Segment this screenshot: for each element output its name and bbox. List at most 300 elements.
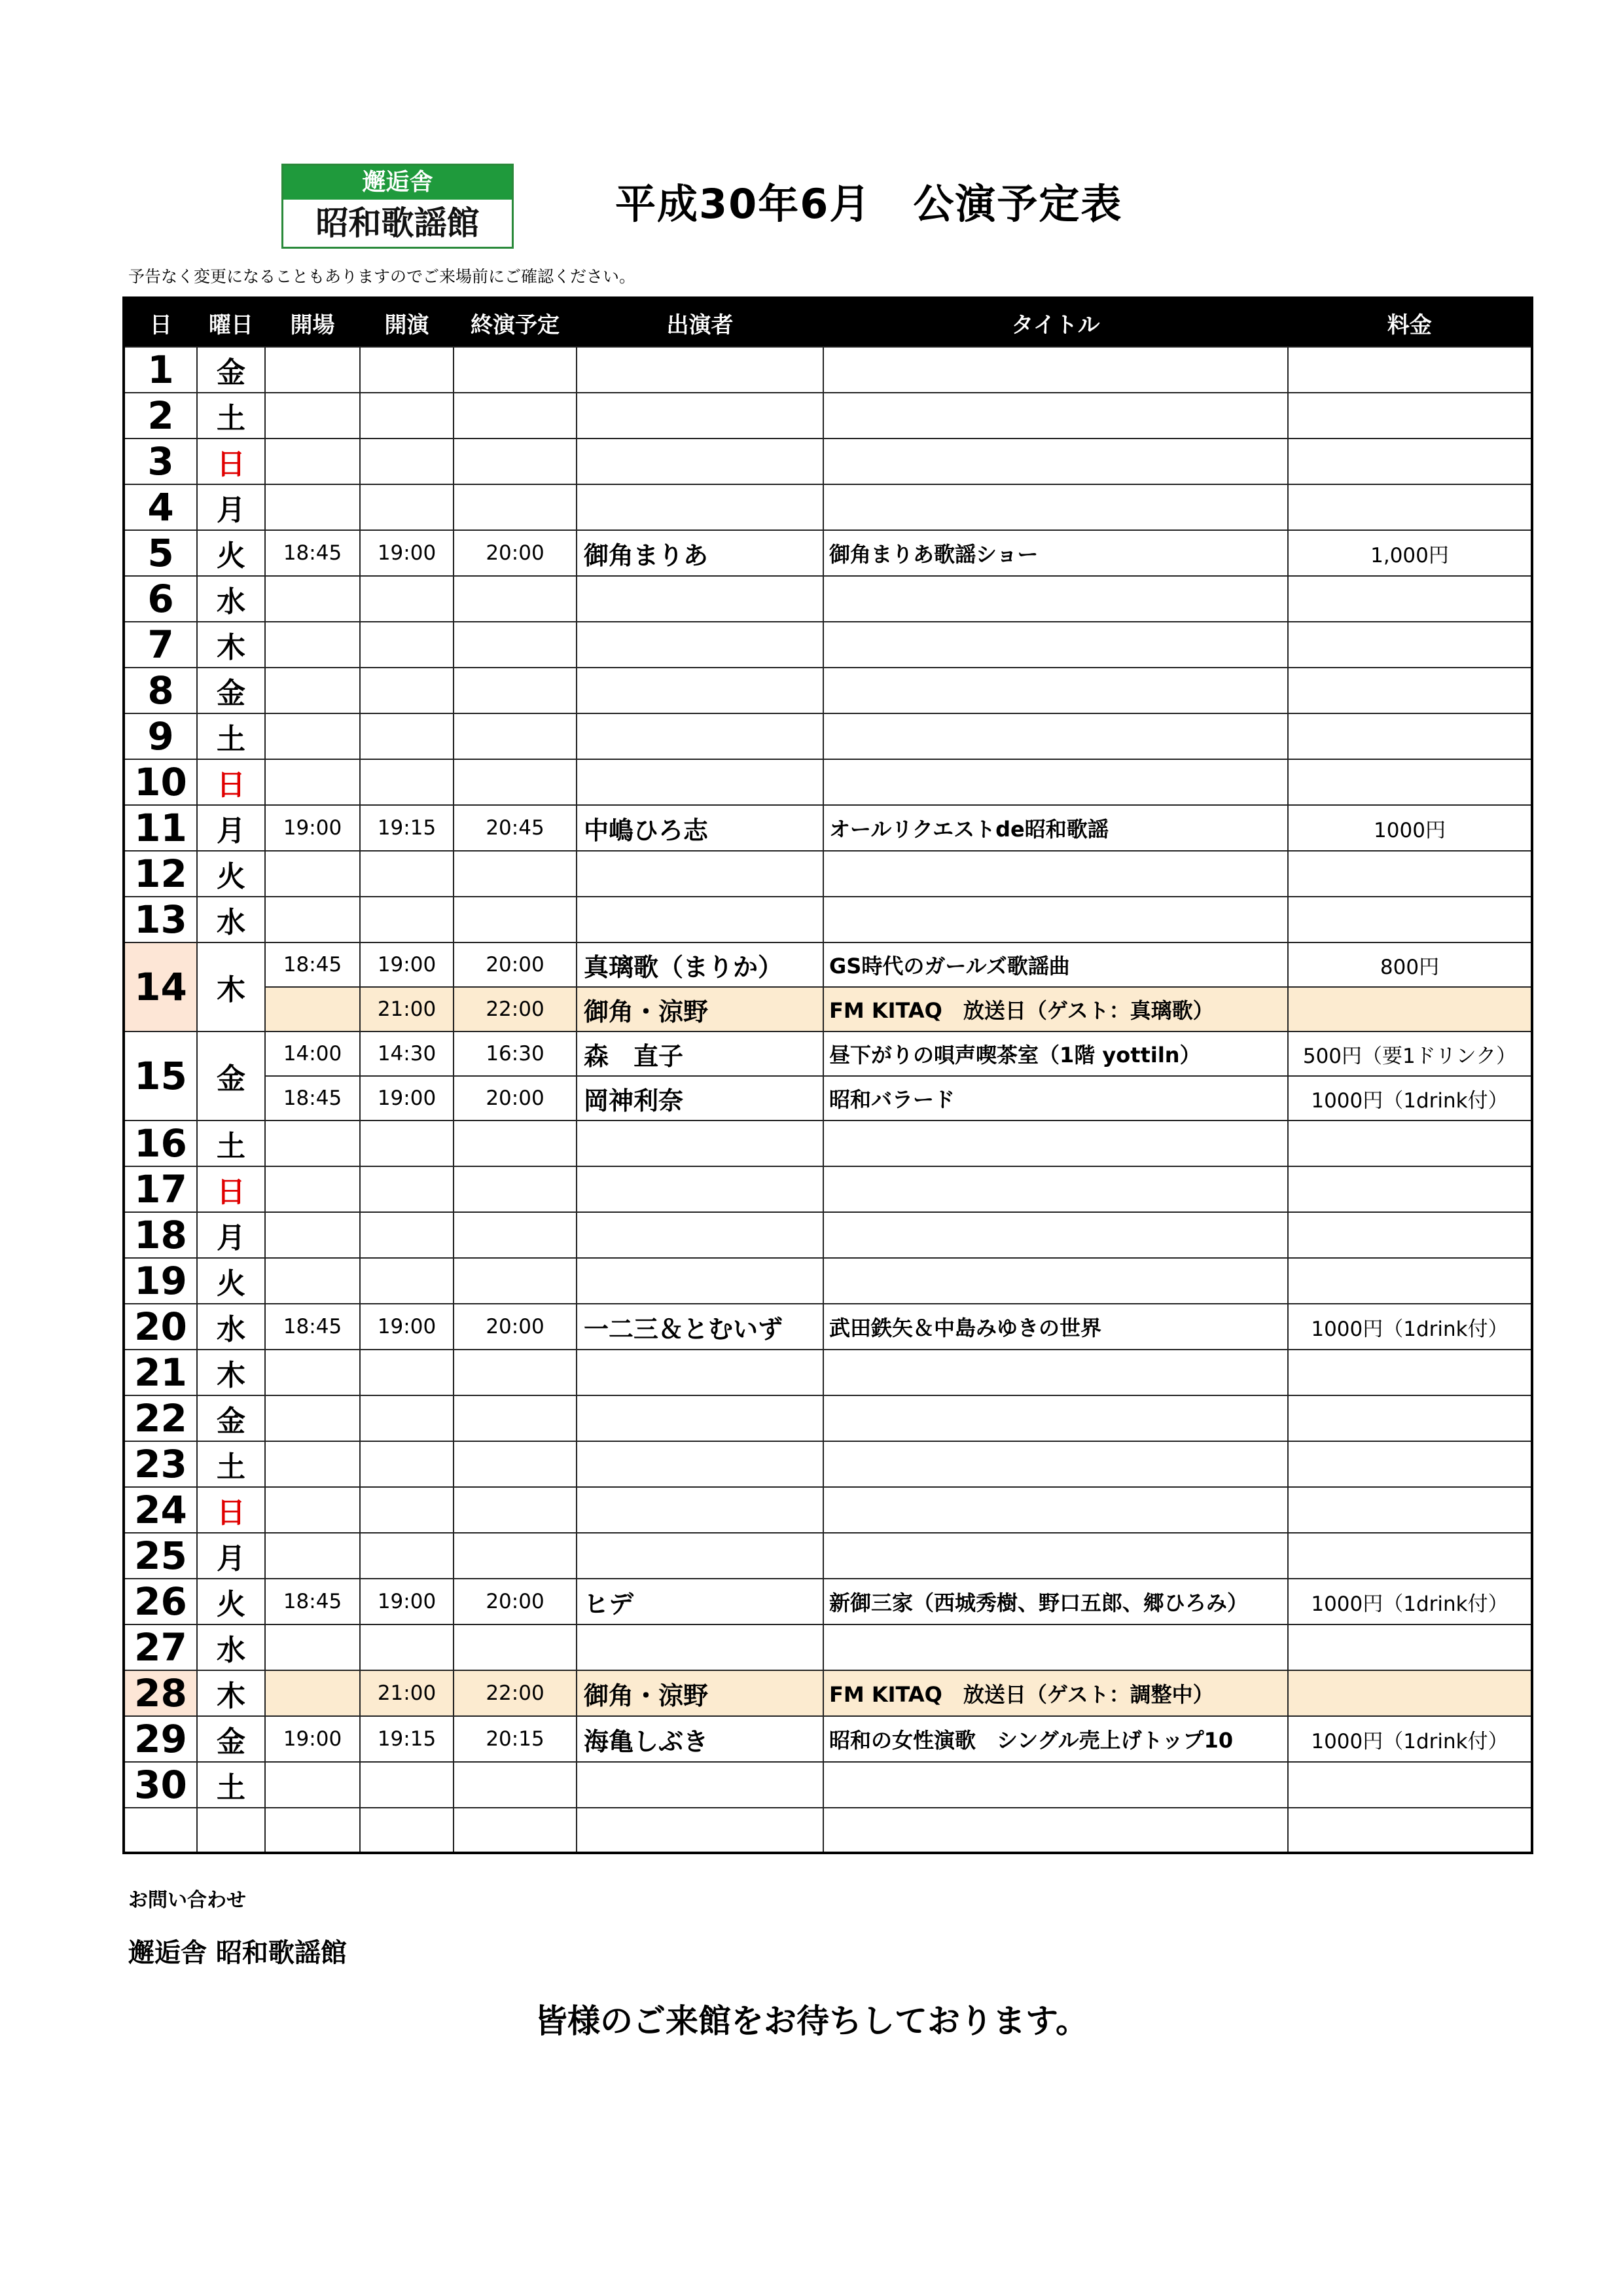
start-time-cell: 19:15: [360, 805, 454, 851]
open-time-cell: [265, 1350, 360, 1395]
weekday-cell: 月: [197, 1212, 265, 1258]
table-row: [124, 1350, 1532, 1395]
end-time-cell: [454, 1166, 577, 1212]
table-row: [124, 851, 1532, 897]
fee-cell: 500円（要1ドリンク）: [1288, 1031, 1532, 1076]
performer-cell: [577, 1624, 823, 1670]
weekday-cell: 水: [197, 1624, 265, 1670]
start-time-cell: [360, 668, 454, 713]
start-time-cell: [360, 347, 454, 393]
start-time-cell: [360, 1487, 454, 1533]
weekday-cell: 金: [197, 347, 265, 393]
table-row: [124, 1441, 1532, 1487]
performer-cell: [577, 393, 823, 439]
header-doors-open: 開場: [265, 298, 360, 347]
fee-cell: [1288, 1533, 1532, 1579]
day-number-cell: 1: [124, 347, 197, 393]
open-time-cell: [265, 1166, 360, 1212]
start-time-cell: [360, 576, 454, 622]
start-time-cell: [360, 713, 454, 759]
weekday-cell: 木: [197, 1350, 265, 1395]
day-number-cell: 3: [124, 439, 197, 484]
open-time-cell: [265, 1258, 360, 1304]
start-time-cell: [360, 1258, 454, 1304]
open-time-cell: [265, 1670, 360, 1716]
weekday-cell: 月: [197, 805, 265, 851]
end-time-cell: 20:00: [454, 1076, 577, 1121]
end-time-cell: [454, 576, 577, 622]
event-title-cell: [823, 1212, 1288, 1258]
open-time-cell: [265, 576, 360, 622]
start-time-cell: [360, 622, 454, 668]
day-number-cell: 8: [124, 668, 197, 713]
table-row: [124, 393, 1532, 439]
start-time-cell: [360, 393, 454, 439]
performer-cell: [577, 622, 823, 668]
fee-cell: [1288, 1624, 1532, 1670]
open-time-cell: [265, 393, 360, 439]
start-time-cell: 19:00: [360, 942, 454, 987]
start-time-cell: [360, 1166, 454, 1212]
open-time-cell: [265, 1441, 360, 1487]
performer-cell: [577, 759, 823, 805]
notice-text: 予告なく変更になることもありますのでご来場前にご確認ください。: [128, 267, 636, 286]
day-number-cell: 11: [124, 805, 197, 851]
fee-cell: 1,000円: [1288, 530, 1532, 576]
performer-cell: 岡神利奈: [577, 1076, 823, 1121]
table-row: [124, 1808, 1532, 1853]
start-time-cell: [360, 759, 454, 805]
day-number-cell: 15: [124, 1031, 197, 1121]
performer-cell: [577, 347, 823, 393]
day-number-cell: 5: [124, 530, 197, 576]
start-time-cell: 21:00: [360, 987, 454, 1031]
table-row: [124, 1212, 1532, 1258]
event-title-cell: [823, 622, 1288, 668]
fee-cell: [1288, 1212, 1532, 1258]
fee-cell: [1288, 897, 1532, 942]
weekday-cell: 木: [197, 1670, 265, 1716]
weekday-cell: 火: [197, 851, 265, 897]
event-title-cell: オールリクエストde昭和歌謡: [823, 805, 1288, 851]
start-time-cell: [360, 1350, 454, 1395]
day-number-cell: 14: [124, 942, 197, 1031]
header-day: 日: [124, 298, 197, 347]
weekday-cell: 水: [197, 897, 265, 942]
end-time-cell: [454, 347, 577, 393]
day-number-cell: 28: [124, 1670, 197, 1716]
table-row: [124, 668, 1532, 713]
day-number-cell: 19: [124, 1258, 197, 1304]
table-row: [124, 713, 1532, 759]
event-title-cell: [823, 1808, 1288, 1853]
event-title-cell: [823, 1624, 1288, 1670]
weekday-cell: 火: [197, 1579, 265, 1624]
performer-cell: [577, 1395, 823, 1441]
day-number-cell: 17: [124, 1166, 197, 1212]
end-time-cell: [454, 1808, 577, 1853]
open-time-cell: 18:45: [265, 1579, 360, 1624]
weekday-cell: 金: [197, 1395, 265, 1441]
event-title-cell: [823, 851, 1288, 897]
day-number-cell: 12: [124, 851, 197, 897]
performer-cell: ヒデ: [577, 1579, 823, 1624]
event-title-cell: [823, 1487, 1288, 1533]
event-title-cell: [823, 668, 1288, 713]
day-number-cell: 26: [124, 1579, 197, 1624]
start-time-cell: [360, 897, 454, 942]
header-start: 開演: [360, 298, 454, 347]
table-row: [124, 530, 1532, 576]
performer-cell: [577, 897, 823, 942]
end-time-cell: 20:00: [454, 1304, 577, 1350]
open-time-cell: 18:45: [265, 1304, 360, 1350]
open-time-cell: [265, 1121, 360, 1166]
performer-cell: [577, 1121, 823, 1166]
open-time-cell: [265, 1808, 360, 1853]
schedule-table: [122, 296, 1533, 1854]
end-time-cell: 20:00: [454, 1579, 577, 1624]
day-number-cell: 29: [124, 1716, 197, 1762]
open-time-cell: 18:45: [265, 942, 360, 987]
fee-cell: [1288, 1487, 1532, 1533]
table-row: [124, 1031, 1532, 1076]
open-time-cell: 19:00: [265, 805, 360, 851]
weekday-cell: 日: [197, 439, 265, 484]
event-title-cell: 武田鉄矢＆中島みゆきの世界: [823, 1304, 1288, 1350]
table-row: [124, 1304, 1532, 1350]
performer-cell: [577, 484, 823, 530]
open-time-cell: [265, 668, 360, 713]
start-time-cell: [360, 1441, 454, 1487]
weekday-cell: 土: [197, 1121, 265, 1166]
end-time-cell: 20:45: [454, 805, 577, 851]
day-number-cell: 20: [124, 1304, 197, 1350]
event-title-cell: FM KITAQ 放送日（ゲスト：真璃歌）: [823, 987, 1288, 1031]
table-row: [124, 942, 1532, 987]
end-time-cell: [454, 1258, 577, 1304]
open-time-cell: [265, 987, 360, 1031]
table-row: [124, 1670, 1532, 1716]
performer-cell: [577, 439, 823, 484]
weekday-cell: 月: [197, 1533, 265, 1579]
table-row: [124, 347, 1532, 393]
open-time-cell: [265, 347, 360, 393]
performer-cell: [577, 1808, 823, 1853]
performer-cell: [577, 851, 823, 897]
event-title-cell: [823, 393, 1288, 439]
header-performer: 出演者: [577, 298, 823, 347]
start-time-cell: [360, 439, 454, 484]
weekday-cell: 日: [197, 1487, 265, 1533]
event-title-cell: [823, 484, 1288, 530]
end-time-cell: [454, 668, 577, 713]
schedule-body: [124, 347, 1532, 1853]
performer-cell: 森 直子: [577, 1031, 823, 1076]
fee-cell: [1288, 1166, 1532, 1212]
table-row: [124, 1579, 1532, 1624]
fee-cell: 1000円（1drink付）: [1288, 1304, 1532, 1350]
weekday-cell: 金: [197, 668, 265, 713]
end-time-cell: [454, 1212, 577, 1258]
start-time-cell: 21:00: [360, 1670, 454, 1716]
performer-cell: [577, 1166, 823, 1212]
day-number-cell: 21: [124, 1350, 197, 1395]
header-title: タイトル: [823, 298, 1288, 347]
open-time-cell: [265, 1762, 360, 1808]
table-row: [124, 1624, 1532, 1670]
weekday-cell: 金: [197, 1031, 265, 1121]
event-title-cell: [823, 347, 1288, 393]
header-fee: 料金: [1288, 298, 1532, 347]
start-time-cell: [360, 1395, 454, 1441]
performer-cell: [577, 713, 823, 759]
end-time-cell: [454, 759, 577, 805]
end-time-cell: [454, 1350, 577, 1395]
start-time-cell: 14:30: [360, 1031, 454, 1076]
event-title-cell: [823, 1350, 1288, 1395]
table-row: [124, 1716, 1532, 1762]
table-row: [124, 622, 1532, 668]
weekday-cell: 木: [197, 622, 265, 668]
table-row: [124, 759, 1532, 805]
weekday-cell: 土: [197, 393, 265, 439]
weekday-cell: 木: [197, 942, 265, 1031]
end-time-cell: [454, 897, 577, 942]
performer-cell: [577, 1212, 823, 1258]
event-title-cell: [823, 1121, 1288, 1166]
fee-cell: [1288, 713, 1532, 759]
table-row: [124, 1395, 1532, 1441]
day-number-cell: 25: [124, 1533, 197, 1579]
header-weekday: 曜日: [197, 298, 265, 347]
event-title-cell: 昭和の女性演歌 シングル売上げトップ10: [823, 1716, 1288, 1762]
event-title-cell: [823, 1395, 1288, 1441]
day-number-cell: 4: [124, 484, 197, 530]
start-time-cell: [360, 1762, 454, 1808]
start-time-cell: [360, 1808, 454, 1853]
weekday-cell: 水: [197, 1304, 265, 1350]
event-title-cell: [823, 713, 1288, 759]
welcome-message: 皆様のご来館をお待ちしております。: [535, 2002, 1088, 2040]
open-time-cell: [265, 1212, 360, 1258]
fee-cell: [1288, 1670, 1532, 1716]
weekday-cell: 土: [197, 1762, 265, 1808]
start-time-cell: [360, 1533, 454, 1579]
end-time-cell: [454, 393, 577, 439]
event-title-cell: 御角まりあ歌謡ショー: [823, 530, 1288, 576]
end-time-cell: [454, 1487, 577, 1533]
end-time-cell: [454, 1395, 577, 1441]
header-end: 終演予定: [454, 298, 577, 347]
performer-cell: 御角まりあ: [577, 530, 823, 576]
open-time-cell: [265, 759, 360, 805]
performer-cell: [577, 1258, 823, 1304]
start-time-cell: [360, 1121, 454, 1166]
event-title-cell: 昭和バラード: [823, 1076, 1288, 1121]
fee-cell: 800円: [1288, 942, 1532, 987]
fee-cell: 1000円（1drink付）: [1288, 1579, 1532, 1624]
table-row: [124, 1076, 1532, 1121]
performer-cell: [577, 1533, 823, 1579]
event-title-cell: 新御三家（西城秀樹、野口五郎、郷ひろみ）: [823, 1579, 1288, 1624]
end-time-cell: [454, 1533, 577, 1579]
performer-cell: 真璃歌（まりか）: [577, 942, 823, 987]
table-row: [124, 1762, 1532, 1808]
day-number-cell: 30: [124, 1762, 197, 1808]
open-time-cell: [265, 897, 360, 942]
day-number-cell: 18: [124, 1212, 197, 1258]
start-time-cell: [360, 851, 454, 897]
event-title-cell: [823, 1258, 1288, 1304]
day-number-cell: 6: [124, 576, 197, 622]
fee-cell: [1288, 1121, 1532, 1166]
day-number-cell: 10: [124, 759, 197, 805]
event-title-cell: 昼下がりの唄声喫茶室（1階 yottiln）: [823, 1031, 1288, 1076]
page-title: 平成30年6月 公演予定表: [615, 180, 1123, 228]
event-title-cell: [823, 439, 1288, 484]
weekday-cell: 金: [197, 1716, 265, 1762]
weekday-cell: 日: [197, 1166, 265, 1212]
fee-cell: 1000円: [1288, 805, 1532, 851]
fee-cell: [1288, 1350, 1532, 1395]
performer-cell: 一二三＆とむいず: [577, 1304, 823, 1350]
table-row: [124, 484, 1532, 530]
end-time-cell: 22:00: [454, 1670, 577, 1716]
open-time-cell: [265, 622, 360, 668]
day-number-cell: 24: [124, 1487, 197, 1533]
event-title-cell: GS時代のガールズ歌謡曲: [823, 942, 1288, 987]
weekday-cell: 日: [197, 759, 265, 805]
end-time-cell: 20:00: [454, 942, 577, 987]
table-row: [124, 576, 1532, 622]
event-title-cell: [823, 1533, 1288, 1579]
fee-cell: [1288, 622, 1532, 668]
end-time-cell: [454, 439, 577, 484]
table-row: [124, 1487, 1532, 1533]
day-number-cell: 13: [124, 897, 197, 942]
performer-cell: [577, 576, 823, 622]
event-title-cell: [823, 1441, 1288, 1487]
end-time-cell: [454, 1441, 577, 1487]
performer-cell: [577, 1762, 823, 1808]
day-number-cell: 23: [124, 1441, 197, 1487]
performer-cell: [577, 1441, 823, 1487]
open-time-cell: [265, 484, 360, 530]
event-title-cell: [823, 897, 1288, 942]
performer-cell: 中嶋ひろ志: [577, 805, 823, 851]
day-number-cell: 16: [124, 1121, 197, 1166]
day-number-cell: 9: [124, 713, 197, 759]
event-title-cell: [823, 1166, 1288, 1212]
weekday-cell: [197, 1808, 265, 1853]
end-time-cell: 16:30: [454, 1031, 577, 1076]
day-number-cell: 27: [124, 1624, 197, 1670]
fee-cell: [1288, 576, 1532, 622]
weekday-cell: 土: [197, 1441, 265, 1487]
day-number-cell: 22: [124, 1395, 197, 1441]
fee-cell: [1288, 1258, 1532, 1304]
start-time-cell: 19:00: [360, 1304, 454, 1350]
contact-label: お問い合わせ: [128, 1889, 246, 1912]
weekday-cell: 水: [197, 576, 265, 622]
open-time-cell: [265, 851, 360, 897]
performer-cell: 海亀しぶき: [577, 1716, 823, 1762]
fee-cell: [1288, 484, 1532, 530]
end-time-cell: [454, 1762, 577, 1808]
weekday-cell: 火: [197, 1258, 265, 1304]
open-time-cell: [265, 1624, 360, 1670]
performer-cell: [577, 1350, 823, 1395]
performer-cell: 御角・涼野: [577, 987, 823, 1031]
event-title-cell: [823, 759, 1288, 805]
fee-cell: [1288, 347, 1532, 393]
event-title-cell: [823, 576, 1288, 622]
open-time-cell: [265, 1395, 360, 1441]
venue-logo: [281, 164, 514, 249]
end-time-cell: 22:00: [454, 987, 577, 1031]
open-time-cell: 19:00: [265, 1716, 360, 1762]
table-row: [124, 1533, 1532, 1579]
start-time-cell: 19:00: [360, 1579, 454, 1624]
open-time-cell: 18:45: [265, 1076, 360, 1121]
logo-top-text: 邂逅舎: [283, 166, 512, 200]
table-row: [124, 897, 1532, 942]
start-time-cell: [360, 484, 454, 530]
table-row: [124, 805, 1532, 851]
start-time-cell: 19:00: [360, 530, 454, 576]
venue-name: 邂逅舎 昭和歌謡館: [128, 1938, 347, 1968]
performer-cell: [577, 668, 823, 713]
fee-cell: [1288, 439, 1532, 484]
start-time-cell: [360, 1212, 454, 1258]
end-time-cell: [454, 622, 577, 668]
start-time-cell: [360, 1624, 454, 1670]
table-row: [124, 1121, 1532, 1166]
fee-cell: 1000円（1drink付）: [1288, 1076, 1532, 1121]
fee-cell: [1288, 1808, 1532, 1853]
table-row: [124, 987, 1532, 1031]
end-time-cell: 20:15: [454, 1716, 577, 1762]
open-time-cell: [265, 439, 360, 484]
open-time-cell: [265, 1533, 360, 1579]
start-time-cell: 19:00: [360, 1076, 454, 1121]
performer-cell: 御角・涼野: [577, 1670, 823, 1716]
fee-cell: [1288, 1441, 1532, 1487]
end-time-cell: [454, 851, 577, 897]
end-time-cell: [454, 1624, 577, 1670]
start-time-cell: 19:15: [360, 1716, 454, 1762]
table-row: [124, 1166, 1532, 1212]
day-number-cell: [124, 1808, 197, 1853]
open-time-cell: 14:00: [265, 1031, 360, 1076]
end-time-cell: [454, 484, 577, 530]
fee-cell: [1288, 1762, 1532, 1808]
fee-cell: [1288, 1395, 1532, 1441]
day-number-cell: 2: [124, 393, 197, 439]
fee-cell: [1288, 987, 1532, 1031]
table-row: [124, 439, 1532, 484]
end-time-cell: 20:00: [454, 530, 577, 576]
end-time-cell: [454, 1121, 577, 1166]
performer-cell: [577, 1487, 823, 1533]
table-row: [124, 1258, 1532, 1304]
fee-cell: [1288, 759, 1532, 805]
weekday-cell: 月: [197, 484, 265, 530]
fee-cell: 1000円（1drink付）: [1288, 1716, 1532, 1762]
end-time-cell: [454, 713, 577, 759]
event-title-cell: FM KITAQ 放送日（ゲスト：調整中）: [823, 1670, 1288, 1716]
